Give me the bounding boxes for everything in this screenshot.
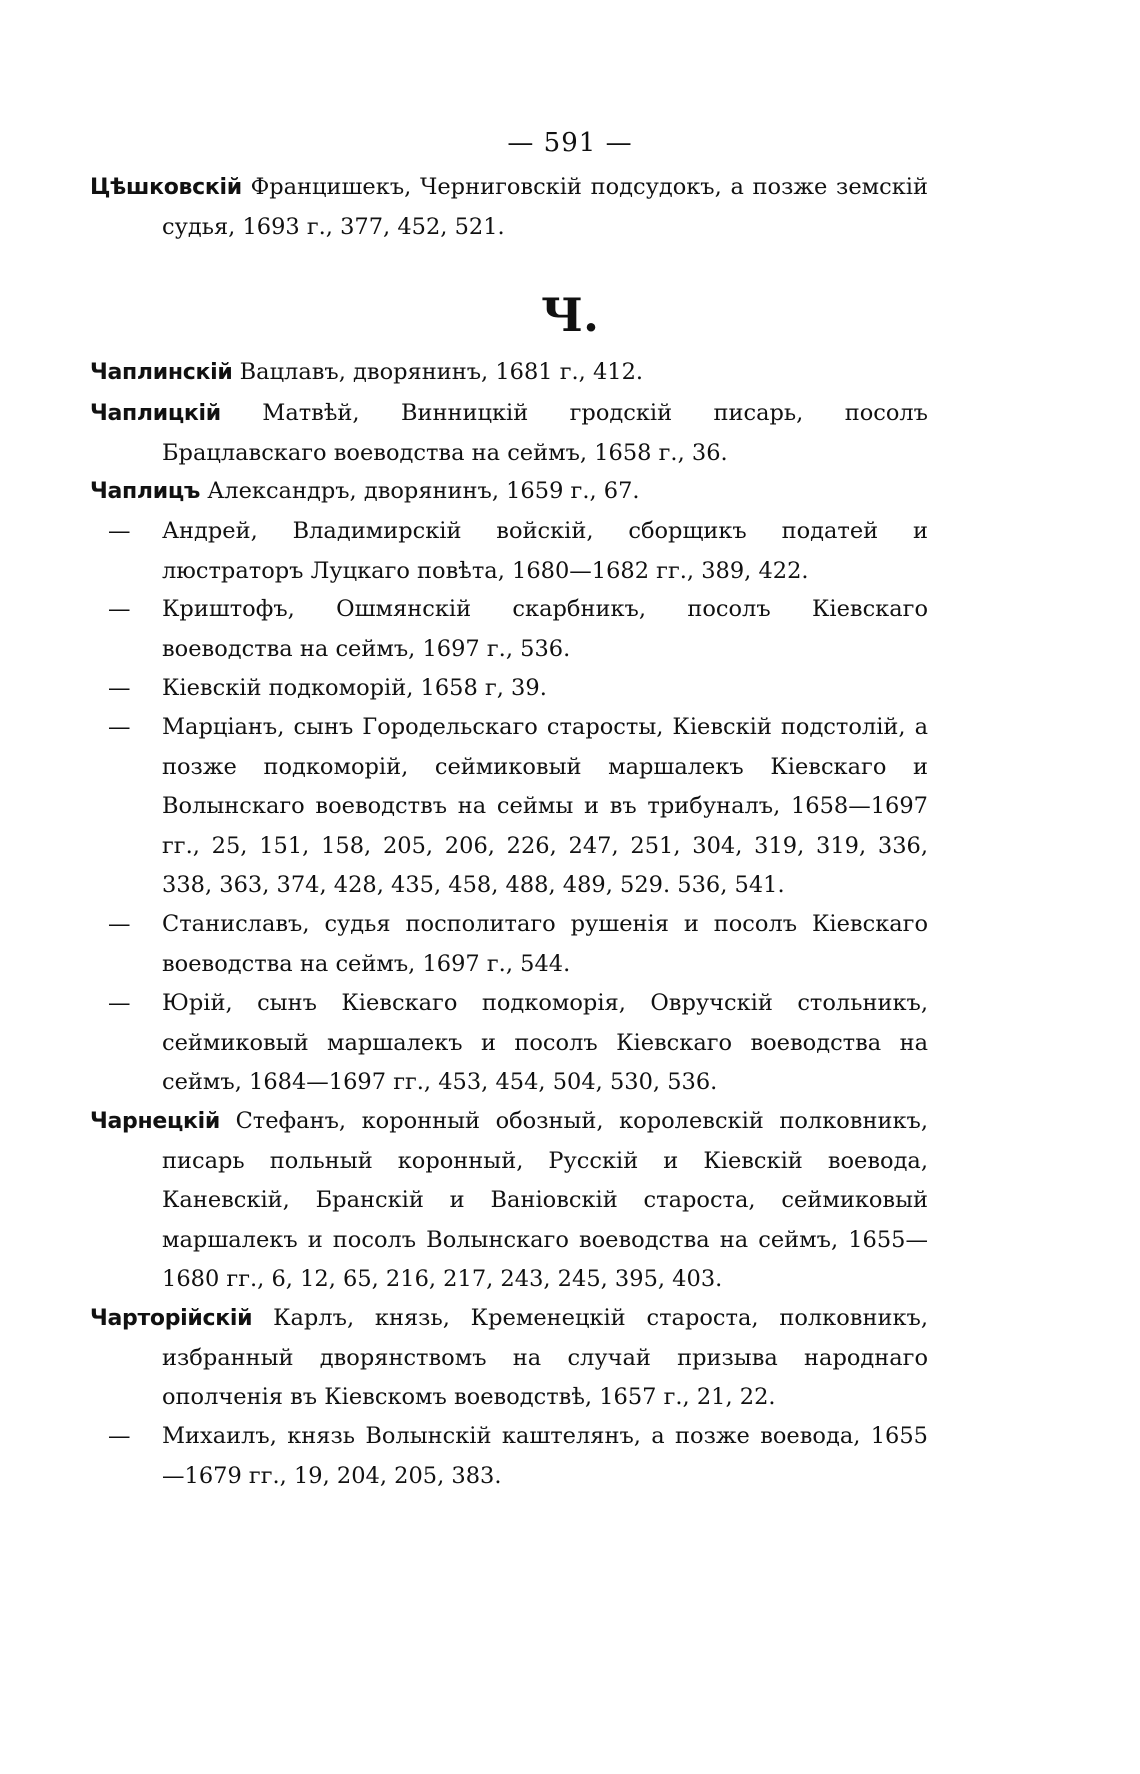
entry-surname: Чарторійскій bbox=[90, 1306, 253, 1331]
entry-text-block bbox=[90, 394, 928, 473]
entry-text-block bbox=[108, 669, 928, 709]
entry-surname: Чарнецкій bbox=[90, 1109, 220, 1134]
entry-text-block bbox=[90, 1299, 928, 1418]
entry-text: Марціанъ, сынъ Городельскаго старосты, Кіевскій подстолій, а позже подкоморій, сеймиковый маршалекъ Кіевскаго и Волынскаго воеводствъ на сеймы и въ трибуналъ, 1658—1697 гг., 25, 151, 158, 205, 206, 226, 247, 251, 304, 319, 319, 336, 338, 363, 374, 428, 435, 458, 488, 489, 529. 536, 541. bbox=[162, 714, 928, 898]
index-subentry bbox=[108, 512, 928, 591]
entry-dash: — bbox=[108, 596, 131, 622]
entry-text: Александръ, дворянинъ, 1659 г., 67. bbox=[207, 478, 640, 504]
section-letter: Ч. bbox=[540, 288, 600, 342]
index-entry bbox=[90, 1102, 928, 1300]
entry-surname: Чаплицъ bbox=[90, 479, 201, 504]
entry-text: Станиславъ, судья посполитаго рушенія и посолъ Кіевскаго воеводства на сеймъ, 1697 г., 544. bbox=[162, 911, 928, 977]
index-entry bbox=[90, 168, 928, 247]
entry-text-block bbox=[108, 590, 928, 669]
entry-dash: — bbox=[108, 675, 131, 701]
entry-text: Андрей, Владимирскій войскій, сборщикъ податей и люстраторъ Луцкаго повѣта, 1680—1682 гг., 389, 422. bbox=[162, 518, 928, 584]
entry-text: Михаилъ, князь Волынскій каштелянъ, а позже воевода, 1655—1679 гг., 19, 204, 205, 383. bbox=[162, 1423, 928, 1489]
entry-text-block bbox=[108, 984, 928, 1103]
entry-surname: Чаплицкій bbox=[90, 401, 221, 426]
entry-text-block bbox=[90, 168, 928, 247]
entry-text-block bbox=[108, 708, 928, 906]
index-subentry bbox=[108, 590, 928, 669]
page-number: — 591 — bbox=[507, 128, 633, 158]
entry-dash: — bbox=[108, 911, 131, 937]
entry-text: Матвѣй, Винницкій гродскій писарь, посолъ Брацлавскаго воеводства на сеймъ, 1658 г., 36. bbox=[162, 400, 929, 466]
entry-text-block bbox=[108, 1417, 928, 1496]
entry-surname: Чаплинскій bbox=[90, 360, 233, 385]
entry-surname: Цѣшковскій bbox=[90, 175, 242, 200]
entry-dash: — bbox=[108, 990, 131, 1016]
entry-text: Вацлавъ, дворянинъ, 1681 г., 412. bbox=[239, 359, 644, 385]
index-subentry bbox=[108, 984, 928, 1103]
entry-text: Юрій, сынъ Кіевскаго подкоморія, Овручскій стольникъ, сеймиковый маршалекъ и посолъ Кіевскаго воеводства на сеймъ, 1684—1697 гг., 453, 454, 504, 530, 536. bbox=[162, 990, 928, 1095]
entry-dash: — bbox=[108, 714, 131, 740]
entry-text-block bbox=[90, 472, 928, 512]
entry-text: Карлъ, князь, Кременецкій староста, полковникъ, избранный дворянствомъ на случай призыва народнаго ополченія въ Кіевскомъ воеводствѣ, 1657 г., 21, 22. bbox=[162, 1305, 928, 1410]
index-subentry bbox=[108, 708, 928, 906]
entry-text: Стефанъ, коронный обозный, королевскій полковникъ, писарь польный коронный, Русскій и Кіевскій воевода, Каневскій, Бранскій и Ваніовскій староста, сеймиковый маршалекъ и посолъ Волынскаго воеводства на сеймъ, 1655—1680 гг., 6, 12, 65, 216, 217, 243, 245, 395, 403. bbox=[162, 1108, 928, 1292]
entry-dash: — bbox=[108, 1423, 131, 1449]
index-entry bbox=[90, 353, 928, 393]
index-entry bbox=[90, 1299, 928, 1418]
entry-dash: — bbox=[108, 518, 131, 544]
index-subentry bbox=[108, 1417, 928, 1496]
index-entry bbox=[90, 394, 928, 473]
index-entry bbox=[90, 472, 928, 512]
index-subentry bbox=[108, 905, 928, 984]
entry-text-block bbox=[108, 512, 928, 591]
entry-text: Кіевскій подкоморій, 1658 г, 39. bbox=[162, 675, 547, 701]
entry-text-block bbox=[108, 905, 928, 984]
entry-text: Криштофъ, Ошмянскій скарбникъ, посолъ Кіевскаго воеводства на сеймъ, 1697 г., 536. bbox=[162, 596, 928, 662]
entry-text-block bbox=[90, 1102, 928, 1300]
entry-text: Францишекъ, Черниговскій подсудокъ, а позже земскій судья, 1693 г., 377, 452, 521. bbox=[162, 174, 928, 240]
entry-text-block bbox=[90, 353, 928, 393]
index-subentry bbox=[108, 669, 928, 709]
